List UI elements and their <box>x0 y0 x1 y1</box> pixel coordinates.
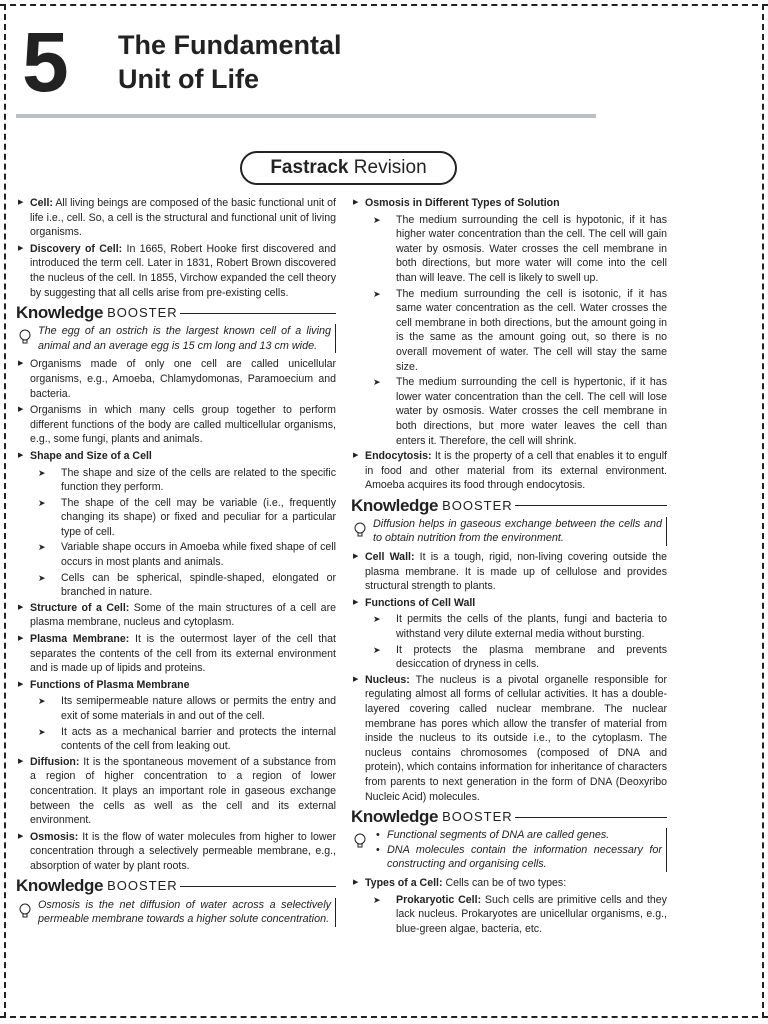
knowledge-booster-box <box>351 806 667 872</box>
cell-point: ▶ Cell: All living beings are composed of the basic functional unit of life i.e., cell. So, a cell is the structural and functional unit of living organisms. <box>16 196 336 240</box>
diffusion-point: ▶ Diffusion: It is the spontaneous movement of a substance from a region of higher concentration to a region of lower concentration. It plays an important role in gaseous exchange between the cells as well as the cell and its external environment. <box>16 755 336 828</box>
page-border-bottom <box>0 1016 768 1018</box>
knowledge-booster-box <box>16 876 336 927</box>
functions-pm-sub-point: ➤ Its semipermeable nature allows or permits the entry and exit of some materials in and out of the cell. <box>16 694 336 723</box>
types-of-cell-point: ▶ Types of a Cell: Cells can be of two types: <box>351 876 667 891</box>
kb-title: Knowledge <box>16 302 104 322</box>
chapter-number: 5 <box>22 15 69 109</box>
functions-pm-heading: ▶ Functions of Plasma Membrane <box>16 678 336 693</box>
functions-cw-sub-point: ➤ It permits the cells of the plants, fungi and bacteria to withstand very dilute external media without bursting. <box>351 612 667 641</box>
kb-booster: BOOSTER <box>107 878 178 894</box>
knowledge-booster-box <box>16 302 336 353</box>
fastrack-revision-badge <box>240 151 457 185</box>
osmosis-types-heading: ▶ Osmosis in Different Types of Solution <box>351 196 667 211</box>
unicellular-point: ▶ Organisms made of only one cell are called unicellular organisms, e.g., Amoeba, Chlamydomonas, Paramoecium and bacteria. <box>16 357 336 401</box>
chapter-title <box>118 28 342 96</box>
osmosis-type-sub-point: ➤ The medium surrounding the cell is hypertonic, if it has lower water concentration than the cell. The cell will lose water by osmosis. Water crosses the cell membrane in both directions, but more water leaves the cell than enters it. Therefore, the cell will shrink. <box>351 375 667 448</box>
shape-sub-point: ➤ Cells can be spherical, spindle-shaped, elongated or branched in nature. <box>16 571 336 600</box>
revision-label: Revision <box>348 157 427 178</box>
chapter-title-line1: The Fundamental <box>118 30 342 60</box>
functions-cw-sub-point: ➤ It protects the plasma membrane and prevents desiccation of dryness in cells. <box>351 643 667 672</box>
prokaryotic-sub-point: ➤ Prokaryotic Cell: Such cells are primitive cells and they lack nucleus. Prokaryotes are unicellular organisms, e.g., blue-green algae, bacteria, etc. <box>351 893 667 937</box>
shape-sub-point: ➤ The shape of the cell may be variable (i.e., frequently changing its shape) or fixed and peculiar for a particular type of cell. <box>16 496 336 540</box>
kb-title: Knowledge <box>16 876 104 896</box>
cell-wall-point: ▶ Cell Wall: It is a tough, rigid, non-living covering outside the plasma membrane. It is made up of cellulose and provides structural strength to plants. <box>351 550 667 594</box>
right-column <box>351 196 667 937</box>
shape-sub-point: ➤ Variable shape occurs in Amoeba while fixed shape of cell occurs in most plants and animals. <box>16 540 336 569</box>
shape-heading: ▶ Shape and Size of a Cell <box>16 449 336 464</box>
bulb-icon <box>353 832 367 850</box>
kb-text: The egg of an ostrich is the largest known cell of a living animal and an average egg is 15 cm long and 13 cm wide. <box>38 325 331 352</box>
kb-title: Knowledge <box>351 495 439 515</box>
osmosis-point: ▶ Osmosis: It is the flow of water molecules from higher to lower concentration through a selectively permeable membrane, e.g., absorption of water by plant roots. <box>16 830 336 874</box>
fastrack-brand: Fastrack <box>270 157 349 178</box>
discovery-point: ▶ Discovery of Cell: In 1665, Robert Hooke first discovered and introduced the term cell. Later in 1831, Robert Brown discovered the nucleus of the cell. In 1855, Virchow expanded the cell theory by suggesting that all cells arise from pre-existing cells. <box>16 242 336 300</box>
endocytosis-point: ▶ Endocytosis: It is the property of a cell that enables it to engulf in food and other material from its external environment. Amoeba acquires its food through endocytosis. <box>351 449 667 493</box>
page-border-right <box>762 4 764 1018</box>
kb-text: Diffusion helps in gaseous exchange between the cells and to obtain nutrition from the environment. <box>373 517 662 545</box>
kb-booster: BOOSTER <box>442 808 513 824</box>
kb-text: Osmosis is the net diffusion of water across a selectively permeable membrane towards a higher solute concentration. <box>38 898 331 926</box>
shape-sub-point: ➤ The shape and size of the cells are related to the specific function they perform. <box>16 466 336 495</box>
left-column <box>16 196 336 931</box>
kb-booster: BOOSTER <box>442 497 513 513</box>
title-rule <box>16 114 596 118</box>
osmosis-type-sub-point: ➤ The medium surrounding the cell is hypotonic, if it has higher water concentration than the cell. The cell will gain water by osmosis. Water crosses the cell membrane in both directions, but more water will come into the cell than will leave. The cell is likely to swell up. <box>351 213 667 286</box>
knowledge-booster-box <box>351 495 667 546</box>
kb-booster: BOOSTER <box>107 304 178 320</box>
bulb-icon <box>18 902 32 920</box>
plasma-membrane-point: ▶ Plasma Membrane: It is the outermost layer of the cell that separates the contents of the cell from its external environment and is made up of lipids and proteins. <box>16 632 336 676</box>
chapter-title-line2: Unit of Life <box>118 64 259 94</box>
kb-title: Knowledge <box>351 806 439 826</box>
kb-bullet: • Functional segments of DNA are called genes. <box>373 828 662 843</box>
kb-bullet: • DNA molecules contain the information necessary for constructing and organising cells. <box>373 843 662 872</box>
multicellular-point: ▶ Organisms in which many cells group together to perform different functions of the body are called multicellular organisms, e.g., some fungi, plants and animals. <box>16 403 336 447</box>
page-border-top <box>0 4 768 6</box>
nucleus-point: ▶ Nucleus: The nucleus is a pivotal organelle responsible for regulating almost all forms of cellular activities. It has a double-layered covering called nuclear membrane. The nuclear membrane has pores which allow the transfer of material from inside the nucleus to its outside i.e., to the cytoplasm. The nucleus contains chromosomes (composed of DNA and protein), which contains information for inheritance of characters from parents to next generation in the form of DNA (Deoxyribo Nucleic Acid) molecules. <box>351 673 667 804</box>
functions-cw-heading: ▶ Functions of Cell Wall <box>351 596 667 611</box>
functions-pm-sub-point: ➤ It acts as a mechanical barrier and protects the internal contents of the cell from leaking out. <box>16 725 336 754</box>
bulb-icon <box>353 521 367 539</box>
osmosis-type-sub-point: ➤ The medium surrounding the cell is isotonic, if it has same water concentration as the cell. Water crosses the cell membrane in both directions, but the amount going in is the same as the amount going out, so there is no overall movement of water. The cell will stay the same size. <box>351 287 667 375</box>
bulb-icon <box>18 328 32 346</box>
page-border-left <box>4 4 6 1018</box>
structure-point: ▶ Structure of a Cell: Some of the main structures of a cell are plasma membrane, nucleus and cytoplasm. <box>16 601 336 630</box>
